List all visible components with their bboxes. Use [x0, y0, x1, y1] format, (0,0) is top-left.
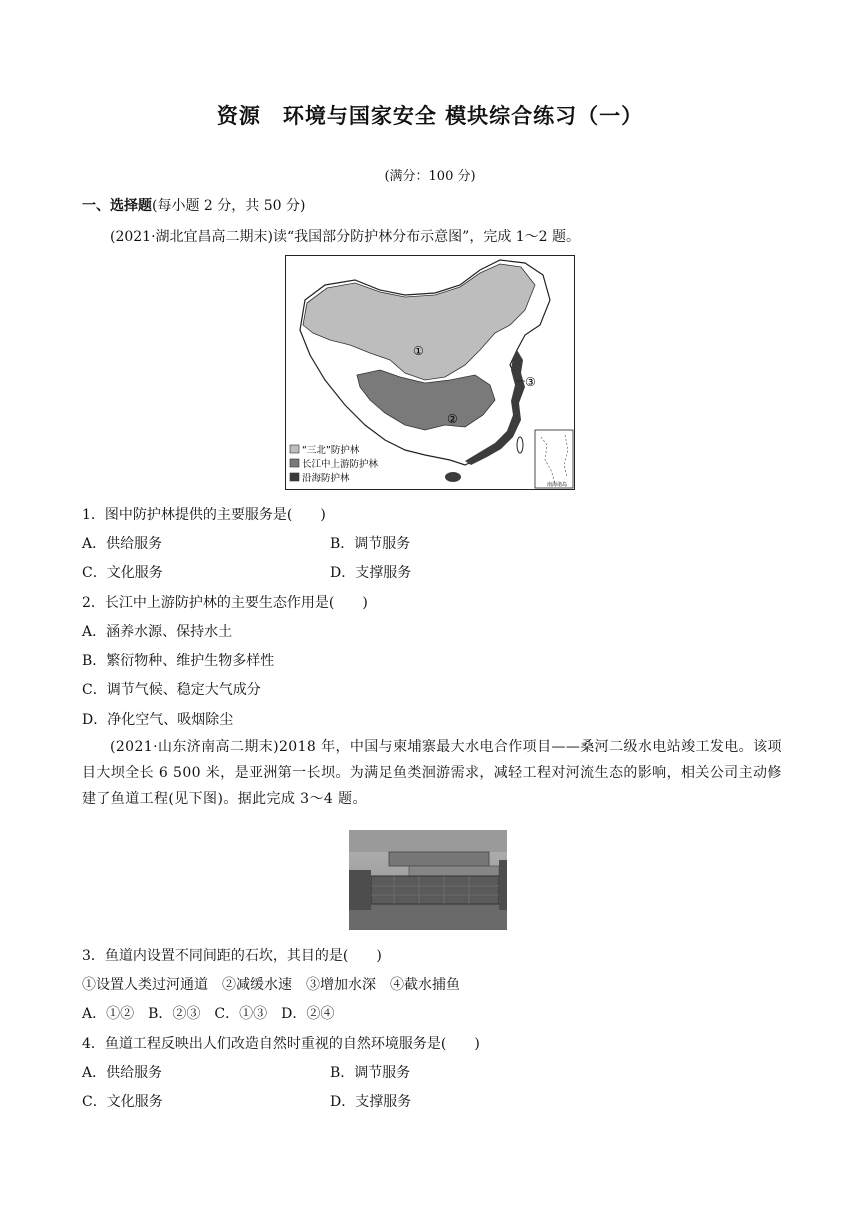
q1-option-a: A．供给服务 [82, 536, 163, 552]
page-title: 资源 环境与国家安全 模块综合练习（一） [216, 103, 644, 128]
marker-1: ① [413, 344, 424, 358]
marker-2: ② [447, 412, 458, 426]
fishway-photo [349, 830, 507, 930]
legend-label-sanbei: “三北”防护林 [302, 445, 360, 456]
section-heading [82, 195, 305, 215]
marker-3: ③ [525, 375, 536, 389]
legend-swatch-coastal [290, 473, 299, 481]
q2-option-a: A．涵养水源、保持水土 [82, 624, 233, 640]
q3-options: A．①② B．②③ C．①③ D．②④ [82, 1006, 335, 1022]
taiwan-island [517, 437, 523, 453]
section-note: (每小题 2 分，共 50 分) [152, 198, 306, 214]
q3-items: ①设置人类过河通道 ②减缓水速 ③增加水深 ④截水捕鱼 [82, 977, 460, 993]
q2-option-d: D．净化空气、吸烟除尘 [82, 712, 234, 728]
q2-stem: 2．长江中上游防护林的主要生态作用是( ) [82, 595, 368, 611]
context-2: (2021·山东济南高二期末)2018 年，中国与柬埔寨最大水电合作项目——桑河二级水电站竣工发电。该项目大坝全长 6 500 米，是亚洲第一长坝。为满足鱼类洄游需求，减轻工程对河流生态的影响，相关公司主动修建了鱼道工程(见下图)。据此完成 3～4 题。 [82, 739, 782, 807]
china-shelterbelt-map [285, 255, 575, 490]
section-title: 一、选择题 [82, 198, 152, 214]
legend-label-coastal: 沿海防护林 [302, 473, 350, 484]
q1-stem: 1．图中防护林提供的主要服务是( ) [82, 507, 326, 523]
q4-option-b: B．调节服务 [330, 1065, 411, 1081]
legend-swatch-changjiang [290, 459, 299, 467]
stone-weir-mid [409, 866, 499, 876]
q2-option-b: B．繁衍物种、维护生物多样性 [82, 653, 275, 669]
inset-label: 南海诸岛 [547, 482, 568, 488]
q1-option-b: B．调节服务 [330, 536, 411, 552]
q1-option-c: C．文化服务 [82, 565, 163, 581]
map-svg [285, 255, 575, 490]
south-china-sea-inset [535, 430, 573, 488]
legend-label-changjiang: 长江中上游防护林 [302, 459, 379, 470]
score-note: (满分：100 分) [384, 169, 476, 184]
stone-weir-front [371, 876, 499, 904]
stone-weir-back [389, 852, 489, 866]
context-1: (2021·湖北宜昌高二期末)读“我国部分防护林分布示意图”，完成 1～2 题。 [110, 229, 581, 245]
photo-svg [349, 830, 507, 930]
hainan-island [445, 472, 461, 482]
q4-option-c: C．文化服务 [82, 1094, 163, 1110]
q2-option-c: C．调节气候、稳定大气成分 [82, 682, 261, 698]
q4-option-a: A．供给服务 [82, 1065, 163, 1081]
q1-option-d: D．支撑服务 [330, 565, 412, 581]
q3-stem: 3．鱼道内设置不同间距的石坎，其目的是( ) [82, 948, 382, 964]
legend-swatch-sanbei [290, 445, 299, 453]
q4-option-d: D．支撑服务 [330, 1094, 412, 1110]
q4-stem: 4．鱼道工程反映出人们改造自然时重视的自然环境服务是( ) [82, 1036, 480, 1052]
